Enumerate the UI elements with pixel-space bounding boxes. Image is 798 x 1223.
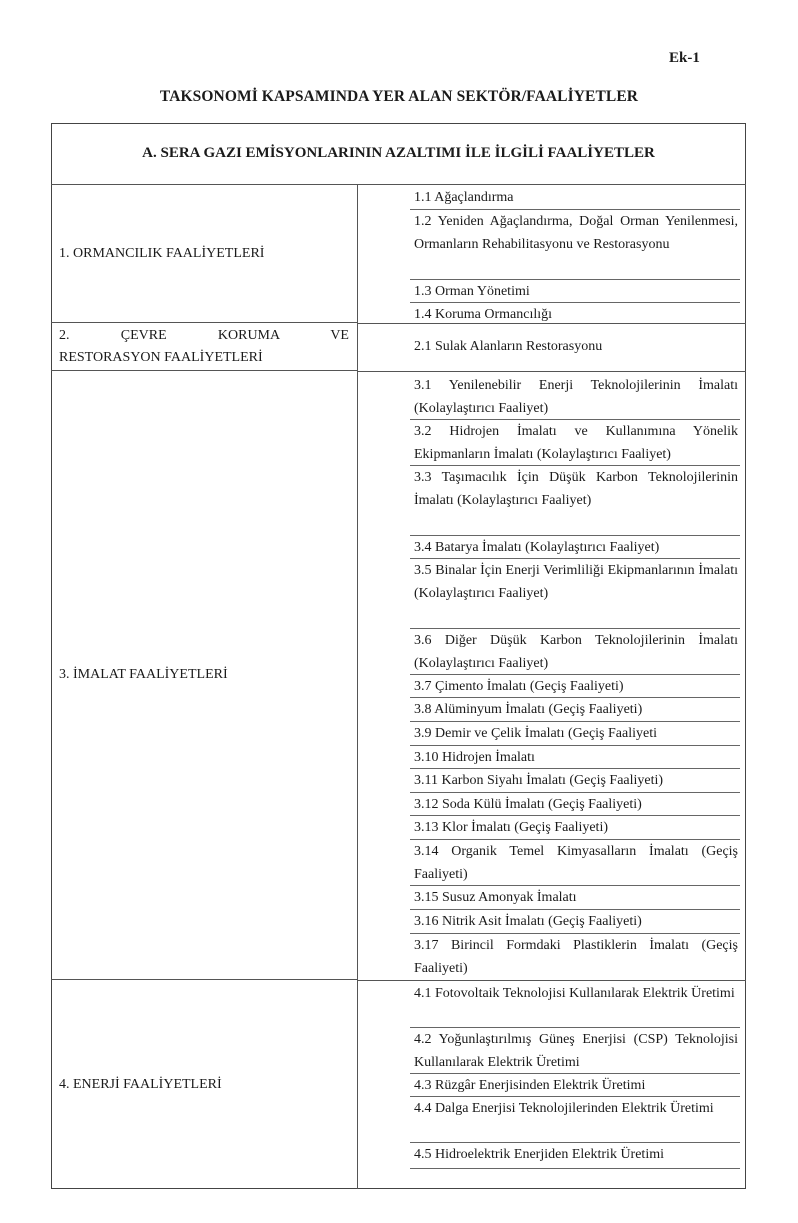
row-divider (358, 980, 746, 981)
list-item: 3.2 Hidrojen İmalatı ve Kullanımına Yönelik Ekipmanların İmalatı (Kolaylaştırıcı Faaliyet) (410, 420, 740, 466)
list-item: 3.5 Binalar İçin Enerji Verimliliği Ekipmanlarının İmalatı (Kolaylaştırıcı Faaliyet) (410, 559, 740, 629)
category-label: 1. ORMANCILIK FAALİYETLERİ (59, 245, 265, 261)
list-item: 3.1 Yenilenebilir Enerji Teknolojilerinin İmalatı (Kolaylaştırıcı Faaliyet) (410, 374, 740, 420)
list-item: 3.6 Diğer Düşük Karbon Teknolojilerinin İmalatı (Kolaylaştırıcı Faaliyet) (410, 629, 740, 675)
list-item: 3.10 Hidrojen İmalatı (410, 746, 740, 769)
category-label: 4. ENERJİ FAALİYETLERİ (59, 1076, 222, 1092)
page-title: TAKSONOMİ KAPSAMINDA YER ALAN SEKTÖR/FAALİYETLER (159, 88, 639, 105)
list-item: 3.11 Karbon Siyahı İmalatı (Geçiş Faaliyeti) (410, 769, 740, 793)
list-item: 3.17 Birincil Formdaki Plastiklerin İmalatı (Geçiş Faaliyeti) (414, 938, 738, 976)
category-label: RESTORASYON FAALİYETLERİ (59, 349, 263, 365)
category-label: 3. İMALAT FAALİYETLERİ (59, 667, 228, 682)
list-item: 1.4 Koruma Ormancılığı (414, 307, 553, 322)
list-item: 3.8 Alüminyum İmalatı (Geçiş Faaliyeti) (410, 698, 740, 722)
section-header: A. SERA GAZI EMİSYONLARININ AZALTIMI İLE İLGİLİ FAALİYETLER (51, 123, 746, 185)
category-forestry (51, 185, 358, 323)
list-item: 3.12 Soda Külü İmalatı (Geçiş Faaliyeti) (410, 793, 740, 816)
list-item: 3.9 Demir ve Çelik İmalatı (Geçiş Faaliyeti (410, 722, 740, 746)
list-item: 4.4 Dalga Enerjisi Teknolojilerinden Elektrik Üretimi (410, 1097, 740, 1143)
list-item: 4.2 Yoğunlaştırılmış Güneş Enerjisi (CSP) Teknolojisi Kullanılarak Elektrik Üretimi (410, 1028, 740, 1074)
category-environment (51, 323, 358, 371)
category-manufacturing (51, 371, 358, 980)
list-item: 3.15 Susuz Amonyak İmalatı (410, 886, 740, 910)
list-item: 1.1 Ağaçlandırma (410, 186, 740, 210)
list-item: 1.2 Yeniden Ağaçlandırma, Doğal Orman Yenilenmesi, Ormanların Rehabilitasyonu ve Restorasyonu (410, 210, 740, 280)
list-item: 3.16 Nitrik Asit İmalatı (Geçiş Faaliyeti) (410, 910, 740, 934)
category-label: 2. ÇEVRE KORUMA VE (59, 327, 349, 343)
list-item: 3.3 Taşımacılık İçin Düşük Karbon Teknolojilerinin İmalatı (Kolaylaştırıcı Faaliyet) (410, 466, 740, 536)
list-item: 3.14 Organik Temel Kimyasalların İmalatı (Geçiş Faaliyeti) (410, 840, 740, 886)
annex-label: Ek-1 (669, 50, 700, 66)
list-item: 1.3 Orman Yönetimi (410, 280, 740, 303)
list-item: 3.7 Çimento İmalatı (Geçiş Faaliyeti) (410, 675, 740, 698)
list-item: 4.5 Hidroelektrik Enerjiden Elektrik Üretimi (410, 1143, 740, 1169)
category-energy (51, 980, 358, 1189)
list-item: 2.1 Sulak Alanların Restorasyonu (414, 339, 603, 354)
row-divider (358, 371, 746, 372)
list-item: 4.3 Rüzgâr Enerjisinden Elektrik Üretimi (410, 1074, 740, 1097)
list-item: 3.4 Batarya İmalatı (Kolaylaştırıcı Faaliyet) (410, 536, 740, 559)
list-item: 3.13 Klor İmalatı (Geçiş Faaliyeti) (410, 816, 740, 840)
list-item: 4.1 Fotovoltaik Teknolojisi Kullanılarak Elektrik Üretimi (410, 982, 740, 1028)
